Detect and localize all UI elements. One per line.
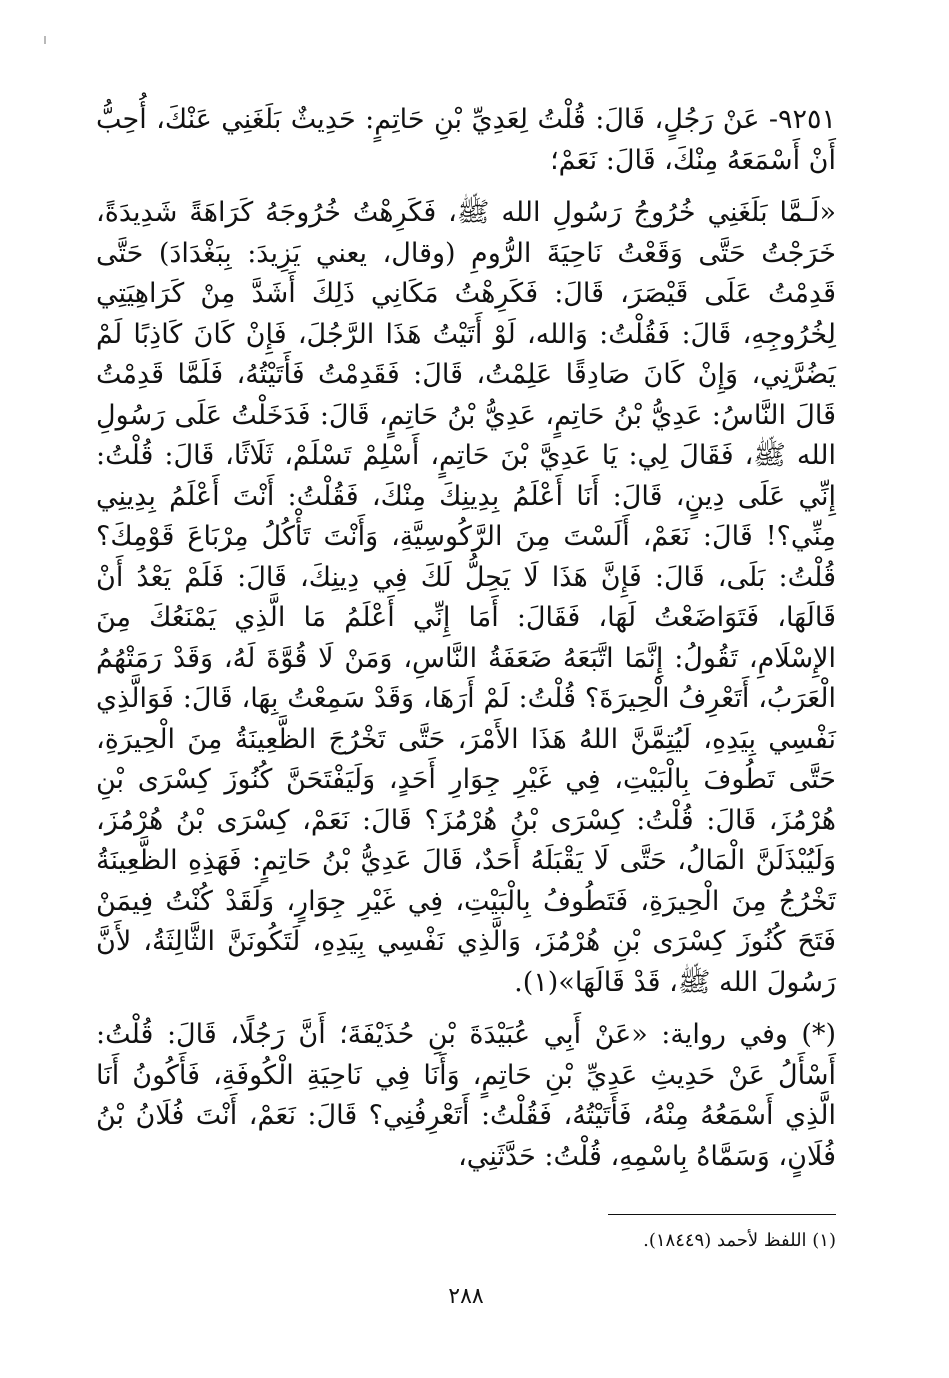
hadith-paragraph-main: «لَـمَّا بَلَغَنِي خُرُوجُ رَسُولِ الله ﷺ، فَكَرِهْتُ خُرُوجَهُ كَرَاهَةً شَدِيدَةً، خَرَجْتُ حَتَّى وَقَعْتُ نَاحِيَةَ الرُّومِ (وقال، يعني يَزِيدَ: بِبَغْدَادَ) حَتَّى قَدِمْتُ عَلَى قَيْصَرَ، قَالَ: فَكَرِهْتُ مَكَانِي ذَلِكَ أَشَدَّ مِنْ كَرَاهِيَتِي لِخُرُوجِهِ، قَالَ: فَقُلْتُ: وَالله، لَوْ أَتَيْتُ هَذَا الرَّجُلَ، فَإِنْ كَانَ كَاذِبًا لَمْ يَضُرَّنِي، وَإِنْ كَانَ صَادِقًا عَلِمْتُ، قَالَ: فَقَدِمْتُ فَأَتَيْتُهُ، فَلَمَّا قَدِمْتُ قَالَ النَّاسُ: عَدِيُّ بْنُ حَاتِمٍ، عَدِيُّ بْنُ حَاتِمٍ، قَالَ: فَدَخَلْتُ عَلَى رَسُولِ الله ﷺ، فَقَالَ لِي: يَا عَدِيَّ بْنَ حَاتِمٍ، أَسْلِمْ تَسْلَمْ، ثَلَاثًا، قَالَ: قُلْتُ: إِنِّي عَلَى دِينٍ، قَالَ: أَنَا أَعْلَمُ بِدِينِكَ مِنْكَ، فَقُلْتُ: أَنْتَ أَعْلَمُ بِدِينِي مِنِّي؟! قَالَ: نَعَمْ، أَلَسْتَ مِنَ الرَّكُوسِيَّةِ، وَأَنْتَ تَأْكُلُ مِرْبَاعَ قَوْمِكَ؟ قُلْتُ: بَلَى، قَالَ: فَإِنَّ هَذَا لَا يَحِلُّ لَكَ فِي دِينِكَ، قَالَ: فَلَمْ يَعْدُ أَنْ قَالَهَا، فَتَوَاضَعْتُ لَهَا، فَقَالَ: أَمَا إِنِّي أَعْلَمُ مَا الَّذِي يَمْنَعُكَ مِنَ الإِسْلَامِ، تَقُولُ: إِنَّمَا اتَّبَعَهُ ضَعَفَةُ النَّاسِ، وَمَنْ لَا قُوَّةَ لَهُ، وَقَدْ رَمَتْهُمُ الْعَرَبُ، أَتَعْرِفُ الْحِيرَةَ؟ قُلْتُ: لَمْ أَرَهَا، وَقَدْ سَمِعْتُ بِهَا، قَالَ: فَوَالَّذِي نَفْسِي بِيَدِهِ، لَيُتِمَّنَّ اللهُ هَذَا الأَمْرَ، حَتَّى تَخْرُجَ الظَّعِينَةُ مِنَ الْحِيرَةِ، حَتَّى تَطُوفَ بِالْبَيْتِ، فِي غَيْرِ جِوَارِ أَحَدٍ، وَلَيَفْتَحَنَّ كُنُوزَ كِسْرَى بْنِ هُرْمُزَ، قَالَ: قُلْتُ: كِسْرَى بْنُ هُرْمُزَ؟ قَالَ: نَعَمْ، كِسْرَى بْنُ هُرْمُزَ، وَلَيُبْذَلَنَّ الْمَالُ، حَتَّى لَا يَقْبَلَهُ أَحَدٌ، قَالَ عَدِيُّ بْنُ حَاتِمٍ: فَهَذِهِ الظَّعِينَةُ تَخْرُجُ مِنَ الْحِيرَةِ، فَتَطُوفُ بِالْبَيْتِ، فِي غَيْرِ جِوَارٍ، وَلَقَدْ كُنْتُ فِيمَنْ فَتَحَ كُنُوزَ كِسْرَى بْنِ هُرْمُزَ، وَالَّذِي نَفْسِي بِيَدِهِ، لَتَكُونَنَّ الثَّالِثَةُ، لأَنَّ رَسُولَ الله ﷺ، قَدْ قَالَهَا»(١). [96, 197, 837, 998]
hadith-paragraph-variant: (*) وفي رواية: «عَنْ أَبِي عُبَيْدَةَ بْنِ حُذَيْفَةَ؛ أَنَّ رَجُلًا، قَالَ: قُلْتُ: أَسْأَلُ عَنْ حَدِيثِ عَدِيِّ بْنِ حَاتِمٍ، وَأَنَا فِي نَاحِيَةِ الْكُوفَةِ، فَأَكُونُ أَنَا الَّذِي أَسْمَعُهُ مِنْهُ، فَأَتَيْتُهُ، فَقُلْتُ: أَتَعْرِفُنِي؟ قَالَ: نَعَمْ، أَنْتَ فُلَانُ بْنُ فُلَانٍ، وَسَمَّاهُ بِاسْمِهِ، قُلْتُ: حَدَّثَنِي، [96, 1019, 836, 1172]
page-number: ٢٨٨ [448, 1284, 484, 1309]
document-page [96, 100, 836, 1350]
hadith-paragraph-intro: ٩٢٥١- عَنْ رَجُلٍ، قَالَ: قُلْتُ لِعَدِيِّ بْنِ حَاتِمٍ: حَدِيثٌ بَلَغَنِي عَنْكَ، أُحِبُّ أَنْ أَسْمَعَهُ مِنْكَ، قَالَ: نَعَمْ؛ [96, 104, 836, 176]
footnote: (١) اللفظ لأحمد (١٨٤٤٩). [643, 1230, 836, 1251]
margin-mark [44, 36, 46, 44]
footnote-divider [608, 1214, 836, 1215]
